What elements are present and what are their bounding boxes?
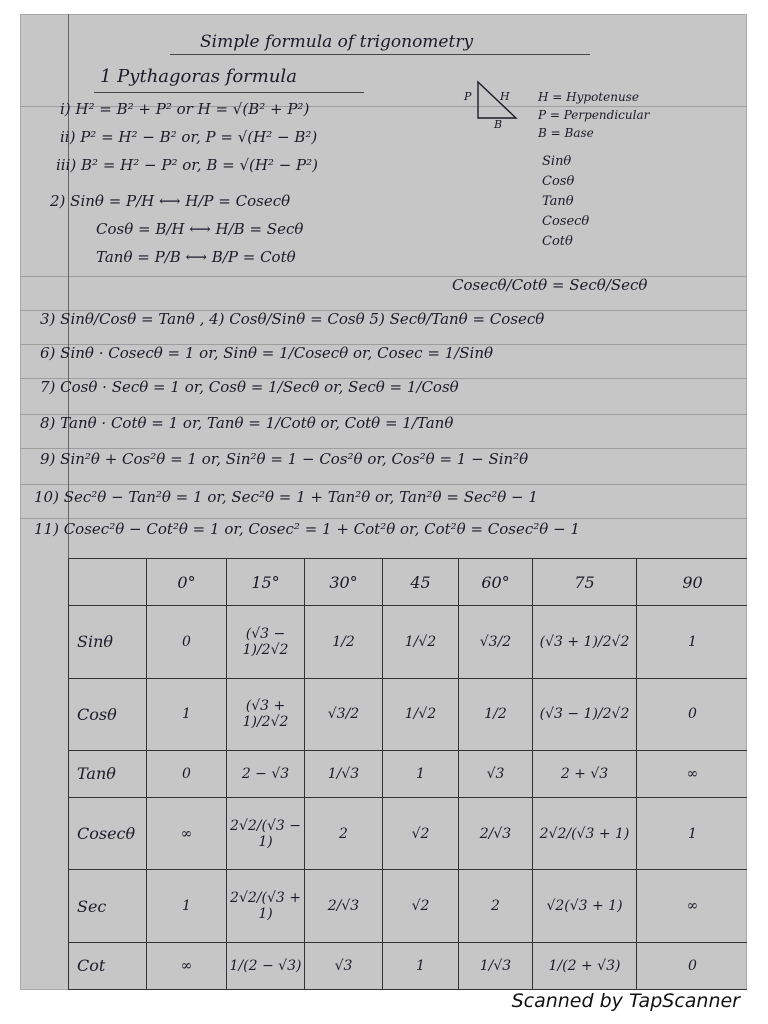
table-cell: 2√2/(√3 − 1) — [227, 798, 305, 870]
table-cell: 0 — [147, 750, 227, 797]
triangle-label-p: P — [464, 90, 472, 103]
table-cell: 2√2/(√3 + 1) — [227, 870, 305, 942]
table-cell: ∞ — [147, 942, 227, 989]
table-row — [69, 798, 748, 870]
header-cell: 75 — [533, 559, 637, 606]
formula-line-2: ii) P² = H² − B² or, P = √(H² − B²) — [60, 128, 318, 146]
table-cell: 2 — [305, 798, 383, 870]
table-cell: ∞ — [147, 798, 227, 870]
table-cell: √2 — [383, 798, 459, 870]
header-cell: 30° — [305, 559, 383, 606]
header-cell: 15° — [227, 559, 305, 606]
header-cell — [69, 559, 147, 606]
table-cell: 1 — [383, 942, 459, 989]
table-cell: 1/√2 — [383, 606, 459, 678]
heading-underline — [94, 92, 364, 93]
table-row — [69, 870, 748, 942]
formula-line-13: 10) Sec²θ − Tan²θ = 1 or, Sec²θ = 1 + Tan²θ or, Tan²θ = Sec²θ − 1 — [34, 488, 538, 506]
table-cell: (√3 − 1)/2√2 — [533, 678, 637, 750]
triangle-label-h: H — [500, 90, 510, 103]
table-row — [69, 942, 748, 989]
trig-values-table — [68, 558, 747, 990]
ratio-cot: Cotθ — [542, 234, 573, 249]
table-cell: 1 — [637, 606, 748, 678]
page-title: Simple formula of trigonometry — [200, 32, 474, 52]
formula-line-1: i) H² = B² + P² or H = √(B² + P²) — [60, 100, 310, 118]
table-cell: 2√2/(√3 + 1) — [533, 798, 637, 870]
formula-line-10: 7) Cosθ · Secθ = 1 or, Cosθ = 1/Secθ or, Secθ = 1/Cosθ — [40, 378, 459, 396]
legend-base: B = Base — [538, 126, 594, 140]
table-cell: √3 — [459, 750, 533, 797]
formula-line-6: Tanθ = P/B ⟷ B/P = Cotθ — [96, 248, 296, 266]
legend-perpendicular: P = Perpendicular — [538, 108, 650, 122]
table-cell: 1/(2 − √3) — [227, 942, 305, 989]
section-heading: 1 Pythagoras formula — [100, 66, 297, 87]
table-cell: 2 − √3 — [227, 750, 305, 797]
table-cell: 1/√2 — [383, 678, 459, 750]
header-cell: 60° — [459, 559, 533, 606]
header-cell: 0° — [147, 559, 227, 606]
table-cell: ∞ — [637, 750, 748, 797]
table-cell: √3 — [305, 942, 383, 989]
table-cell: ∞ — [637, 870, 748, 942]
table-cell: 1/2 — [459, 678, 533, 750]
table-row — [69, 606, 748, 678]
right-triangle-diagram — [460, 76, 530, 128]
table-cell: 1/√3 — [305, 750, 383, 797]
ratio-sin: Sinθ — [542, 154, 572, 169]
formula-line-11: 8) Tanθ · Cotθ = 1 or, Tanθ = 1/Cotθ or, Cotθ = 1/Tanθ — [40, 414, 454, 432]
row-label: Tanθ — [69, 750, 147, 797]
formula-line-7: Cosecθ/Cotθ = Secθ/Secθ — [452, 276, 648, 294]
formula-line-4: 2) Sinθ = P/H ⟷ H/P = Cosecθ — [50, 192, 291, 210]
table-cell: 2 — [459, 870, 533, 942]
table-cell: 2/√3 — [305, 870, 383, 942]
table-cell: 2/√3 — [459, 798, 533, 870]
row-label: Cosecθ — [69, 798, 147, 870]
triangle-label-b: B — [494, 118, 503, 128]
ratio-tan: Tanθ — [542, 194, 574, 209]
table-cell: 1 — [383, 750, 459, 797]
row-label: Cot — [69, 942, 147, 989]
row-label: Cosθ — [69, 678, 147, 750]
legend-hypotenuse: H = Hypotenuse — [538, 90, 639, 104]
formula-line-8: 3) Sinθ/Cosθ = Tanθ , 4) Cosθ/Sinθ = Cosθ 5) Secθ/Tanθ = Cosecθ — [40, 310, 545, 328]
ratio-cosec: Cosecθ — [542, 214, 590, 229]
formula-line-3: iii) B² = H² − P² or, B = √(H² − P²) — [56, 156, 319, 174]
table-cell: 2 + √3 — [533, 750, 637, 797]
formula-line-5: Cosθ = B/H ⟷ H/B = Secθ — [96, 220, 304, 238]
header-cell: 45 — [383, 559, 459, 606]
title-underline — [170, 54, 590, 55]
table-cell: 1 — [147, 870, 227, 942]
table-header-row — [69, 559, 748, 606]
table-cell: 1/√3 — [459, 942, 533, 989]
table-cell: 1/(2 + √3) — [533, 942, 637, 989]
table-cell: 0 — [637, 678, 748, 750]
scanner-watermark: Scanned by TapScanner — [511, 990, 740, 1012]
table-cell: 1/2 — [305, 606, 383, 678]
table-cell: 1 — [637, 798, 748, 870]
table-row — [69, 750, 748, 797]
table-cell: √3/2 — [459, 606, 533, 678]
formula-line-9: 6) Sinθ · Cosecθ = 1 or, Sinθ = 1/Cosecθ or, Cosec = 1/Sinθ — [40, 344, 494, 362]
table-cell: √3/2 — [305, 678, 383, 750]
header-cell: 90 — [637, 559, 748, 606]
formula-line-12: 9) Sin²θ + Cos²θ = 1 or, Sin²θ = 1 − Cos²θ or, Cos²θ = 1 − Sin²θ — [40, 450, 529, 468]
table-cell: (√3 + 1)/2√2 — [533, 606, 637, 678]
row-label: Sec — [69, 870, 147, 942]
table-cell: √2(√3 + 1) — [533, 870, 637, 942]
table-cell: (√3 − 1)/2√2 — [227, 606, 305, 678]
table-cell: √2 — [383, 870, 459, 942]
table-cell: 1 — [147, 678, 227, 750]
table-cell: 0 — [147, 606, 227, 678]
row-label: Sinθ — [69, 606, 147, 678]
notebook-page — [20, 14, 747, 990]
table-cell: (√3 + 1)/2√2 — [227, 678, 305, 750]
ratio-cos: Cosθ — [542, 174, 575, 189]
table-cell: 0 — [637, 942, 748, 989]
table-row — [69, 678, 748, 750]
formula-line-14: 11) Cosec²θ − Cot²θ = 1 or, Cosec² = 1 + Cot²θ or, Cot²θ = Cosec²θ − 1 — [34, 520, 580, 538]
